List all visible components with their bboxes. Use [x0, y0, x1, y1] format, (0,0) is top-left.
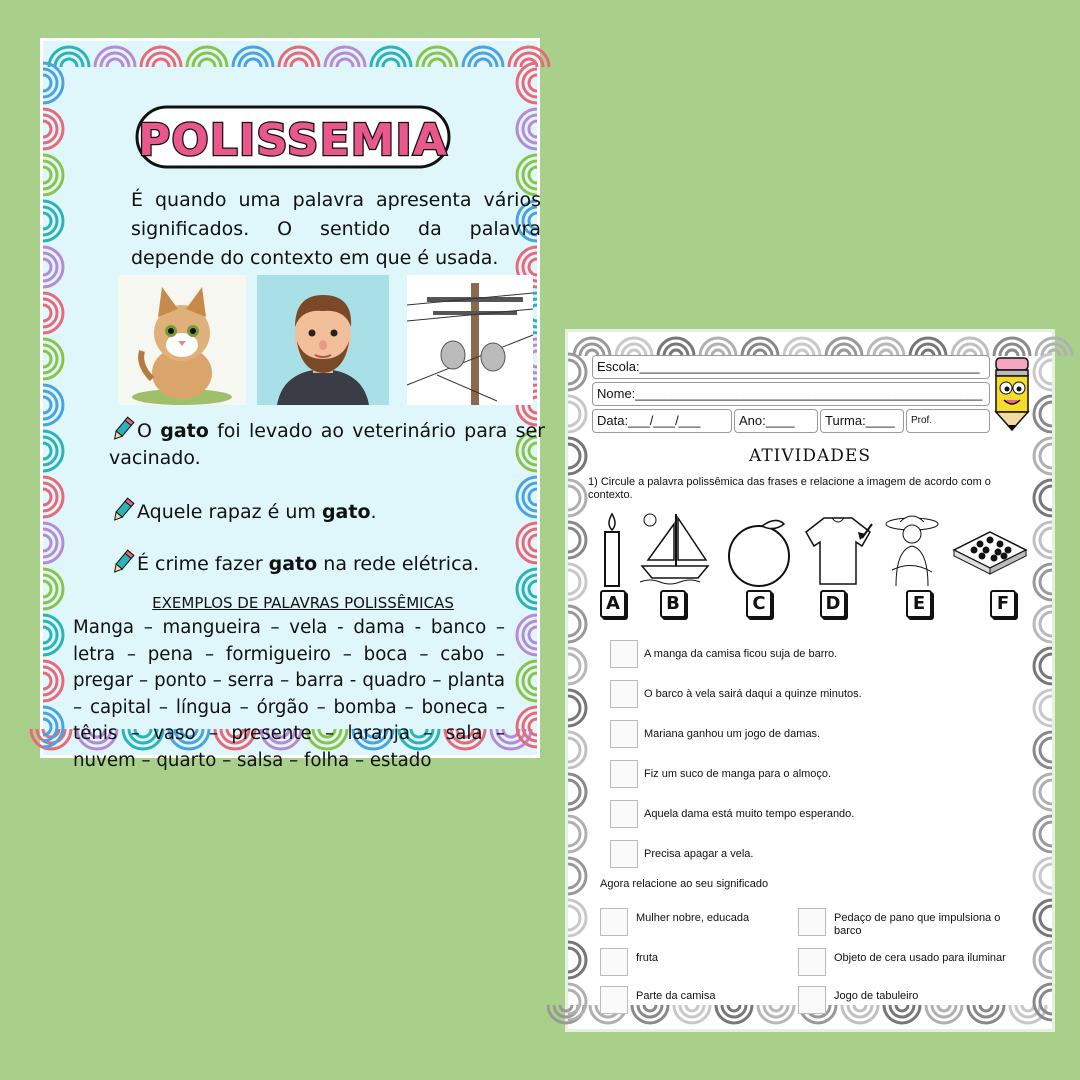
- meaning-text: Mulher nobre, educada: [636, 912, 750, 924]
- answer-box[interactable]: [610, 720, 638, 748]
- meaning-box[interactable]: [600, 986, 628, 1014]
- meaning-row: [600, 908, 790, 938]
- answer-box[interactable]: [610, 680, 638, 708]
- question-text: Aquela dama está muito tempo esperando.: [644, 808, 855, 820]
- sailboat-icon: [638, 510, 712, 588]
- turma-field[interactable]: Turma:____: [820, 409, 904, 433]
- meaning-box[interactable]: [798, 908, 826, 936]
- rainbow-border-left: [43, 61, 69, 735]
- meaning-text: Parte da camisa: [636, 990, 716, 1002]
- sentence-2-before: Aquele rapaz é um: [137, 501, 322, 523]
- cat-photo: [118, 275, 246, 405]
- shirt-sleeve-icon: [802, 510, 874, 588]
- prof-field[interactable]: Prof.: [906, 409, 990, 433]
- man-photo: [257, 275, 389, 405]
- sentence-3-before: É crime fazer: [137, 553, 269, 575]
- gray-border-left: [568, 342, 588, 1019]
- gray-border-top: [568, 332, 1052, 356]
- letter-c: C: [746, 590, 772, 618]
- pencil-icon: [109, 496, 137, 524]
- sentence-2-after: .: [370, 501, 377, 523]
- example-sentence-3: [109, 548, 545, 578]
- answer-box[interactable]: [610, 800, 638, 828]
- sentence-1-after: foi levado ao veterinário para ser vacinado.: [109, 420, 545, 469]
- ano-field[interactable]: Ano:____: [734, 409, 818, 433]
- definition-text: É quando uma palavra apresenta vários significados. O sentido da palavra depende do contexto em que é usada.: [131, 189, 541, 269]
- examples-list: Manga – mangueira – vela - dama - banco – letra – pena – formigueiro – boca – cabo – pregar – ponto – serra – barra - quadro – planta – capital – língua – órgão – bomba – boneca – tênis – vaso – presente – laranja – sala – nuvem – quarto – salsa – folha – estado: [73, 617, 505, 771]
- letter-e: E: [906, 590, 932, 618]
- question-text: Precisa apagar a vela.: [644, 848, 754, 860]
- poster-title-text: POLISSEMIA: [138, 115, 448, 166]
- meaning-text: Objeto de cera usado para iluminar: [834, 952, 1006, 964]
- meaning-box[interactable]: [600, 908, 628, 936]
- orange-fruit-icon: [724, 510, 794, 588]
- meaning-row: [600, 986, 790, 1016]
- pencil-icon: [109, 415, 137, 443]
- letter-f: F: [990, 590, 1016, 618]
- question-text: Fiz um suco de manga para o almoço.: [644, 768, 832, 780]
- activity-worksheet: [565, 329, 1055, 1032]
- data-field[interactable]: Data:___/___/___: [592, 409, 732, 433]
- letter-d: D: [820, 590, 846, 618]
- worksheet-title: ATIVIDADES: [749, 446, 871, 466]
- lady-icon: [882, 510, 944, 588]
- poster-title: [133, 99, 453, 175]
- meaning-box[interactable]: [798, 986, 826, 1014]
- pencil-icon: [109, 548, 137, 576]
- meaning-text: Jogo de tabuleiro: [834, 990, 919, 1002]
- letter-a: A: [600, 590, 626, 618]
- utility-pole-photo: [407, 275, 533, 405]
- meaning-row: [798, 948, 1018, 978]
- nome-field[interactable]: Nome:________________________________________________: [592, 382, 990, 406]
- letter-b: B: [660, 590, 686, 618]
- meaning-box[interactable]: [798, 948, 826, 976]
- relate-title: Agora relacione ao seu significado: [600, 878, 769, 890]
- meaning-text: fruta: [636, 952, 659, 964]
- meaning-row: [798, 986, 1018, 1016]
- sentence-1-word: gato: [160, 420, 209, 442]
- worksheet-instructions: 1) Circule a palavra polissêmica das frases e relacione a imagem de acordo com o contexto.: [588, 476, 991, 501]
- examples-title: EXEMPLOS DE PALAVRAS POLISSÊMICAS: [152, 594, 454, 612]
- pencil-mascot-icon: [988, 354, 1036, 432]
- gray-border-right: [1032, 342, 1052, 1019]
- meaning-box[interactable]: [600, 948, 628, 976]
- example-sentence-1: [109, 415, 545, 472]
- escola-field[interactable]: Escola:_______________________________________________: [592, 355, 990, 379]
- sentence-2-word: gato: [321, 501, 371, 523]
- question-text: A manga da camisa ficou suja de barro.: [644, 648, 838, 660]
- meaning-row: [798, 908, 1018, 938]
- sentence-3-after: na rede elétrica.: [317, 553, 480, 575]
- answer-box[interactable]: [610, 840, 638, 868]
- question-text: O barco à vela sairá daqui a quinze minutos.: [644, 688, 862, 700]
- sentence-1-before: O: [137, 420, 161, 442]
- sentence-3-word: gato: [268, 553, 318, 575]
- meaning-text: Pedaço de pano que impulsiona o barco: [834, 912, 1001, 937]
- answer-box[interactable]: [610, 640, 638, 668]
- polissemia-poster: [40, 38, 545, 771]
- answer-box[interactable]: [610, 760, 638, 788]
- checkerboard-icon: [952, 510, 1028, 588]
- rainbow-border-top: [43, 41, 537, 67]
- candle-icon: [592, 510, 632, 588]
- meaning-row: [600, 948, 790, 978]
- question-text: Mariana ganhou um jogo de damas.: [644, 728, 821, 740]
- example-sentence-2: [109, 496, 545, 526]
